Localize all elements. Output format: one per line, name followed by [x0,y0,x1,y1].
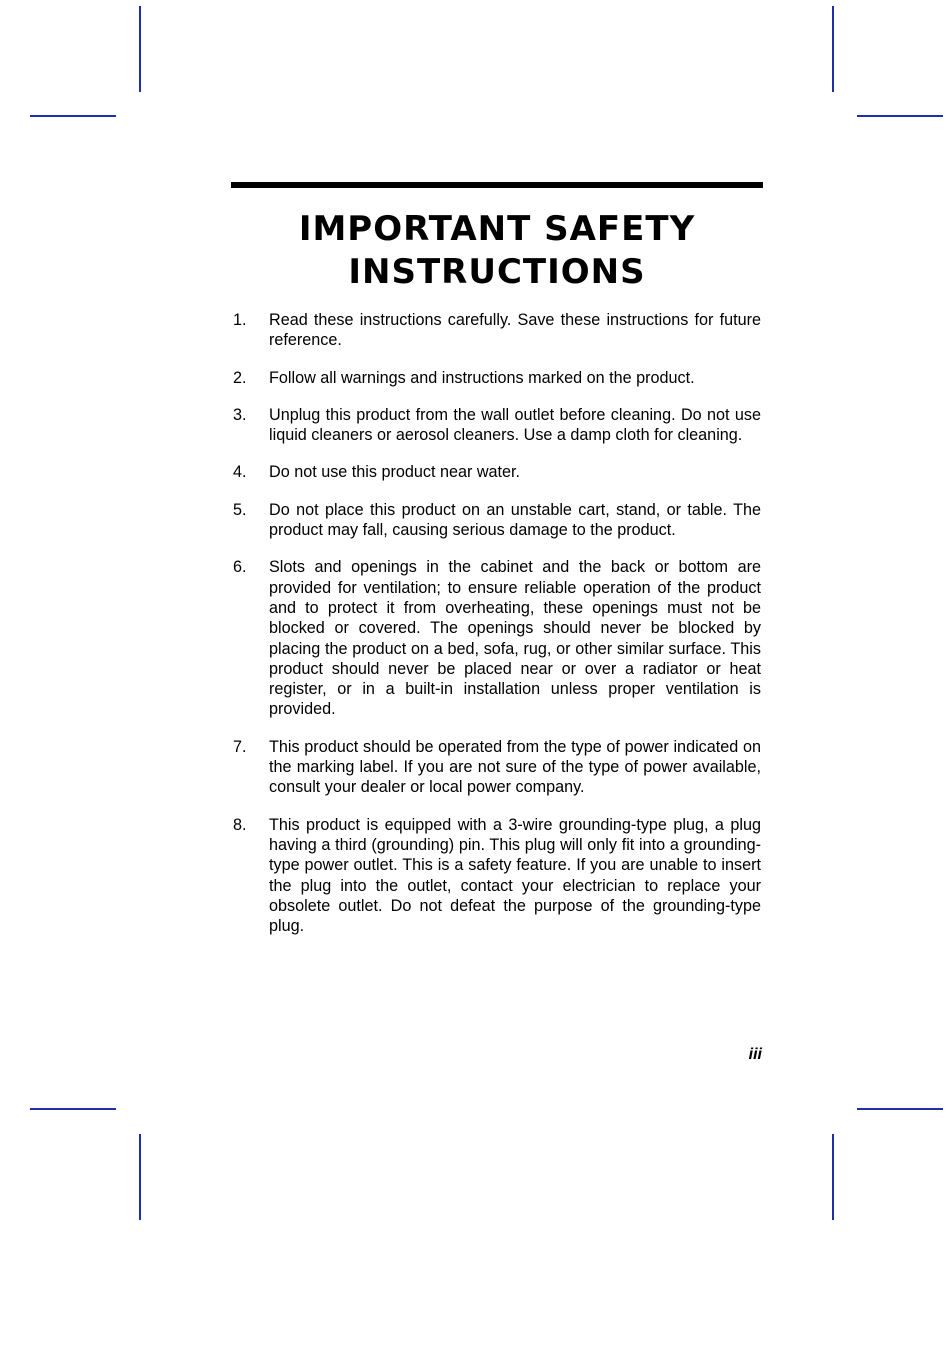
crop-mark-top-left-horizontal [30,115,116,117]
list-item-text: Unplug this product from the wall outlet before cleaning. Do not use liquid cleaners or aerosol cleaners. Use a damp cloth for cleaning. [269,405,761,445]
list-item [231,815,761,937]
list-item-text: This product is equipped with a 3-wire grounding-type plug, a plug having a third (grounding) pin. This plug will only fit into a grounding-type power outlet. This is a safety feature. If you are unable to insert the plug into the outlet, contact your electrician to replace your obsolete outlet. Do not defeat the purpose of the grounding-type plug. [269,815,761,936]
list-item-number: 6. [233,558,247,577]
crop-mark-top-right-horizontal [857,115,943,117]
crop-mark-bottom-right-horizontal [857,1108,943,1110]
list-item-number: 4. [233,463,247,482]
crop-mark-bottom-left-vertical [139,1134,141,1220]
safety-instructions-list [231,310,761,953]
list-item-text: Follow all warnings and instructions marked on the product. [269,368,695,387]
list-item-number: 2. [233,368,247,387]
list-item-text: This product should be operated from the type of power indicated on the marking label. If you are not sure of the type of power available, consult your dealer or local power company. [269,737,761,797]
list-item-number: 5. [233,500,247,519]
page-number: iii [748,1046,762,1063]
list-item [231,557,761,719]
list-item [231,500,761,541]
crop-mark-top-right-vertical [832,6,834,92]
list-item [231,368,761,388]
list-item-number: 8. [233,815,247,834]
list-item [231,737,761,798]
list-item [231,310,761,351]
crop-mark-bottom-right-vertical [832,1134,834,1220]
title-rule [231,182,763,188]
list-item-text: Do not use this product near water. [269,463,521,482]
list-item [231,405,761,446]
list-item-number: 7. [233,737,247,756]
crop-mark-top-left-vertical [139,6,141,92]
list-item-text: Do not place this product on an unstable cart, stand, or table. The product may fall, causing serious damage to the product. [269,500,761,540]
list-item-text: Slots and openings in the cabinet and the back or bottom are provided for ventilation; to ensure reliable operation of the product and to protect it from overheating, these openings must not be blocked or covered. The openings should never be blocked by placing the product on a bed, sofa, rug, or other similar surface. This product should never be placed near or over a radiator or heat register, or in a built-in installation unless proper ventilation is provided. [269,558,761,719]
crop-mark-bottom-left-horizontal [30,1108,116,1110]
list-item-number: 1. [233,311,247,329]
page-title-line-1: IMPORTANT SAFETY [298,209,696,249]
list-item [231,462,761,482]
list-item-text: Read these instructions carefully. Save these instructions for future reference. [269,311,761,350]
list-item-number: 3. [233,405,247,424]
page-title [231,208,763,294]
page-title-line-2: INSTRUCTIONS [348,252,646,292]
